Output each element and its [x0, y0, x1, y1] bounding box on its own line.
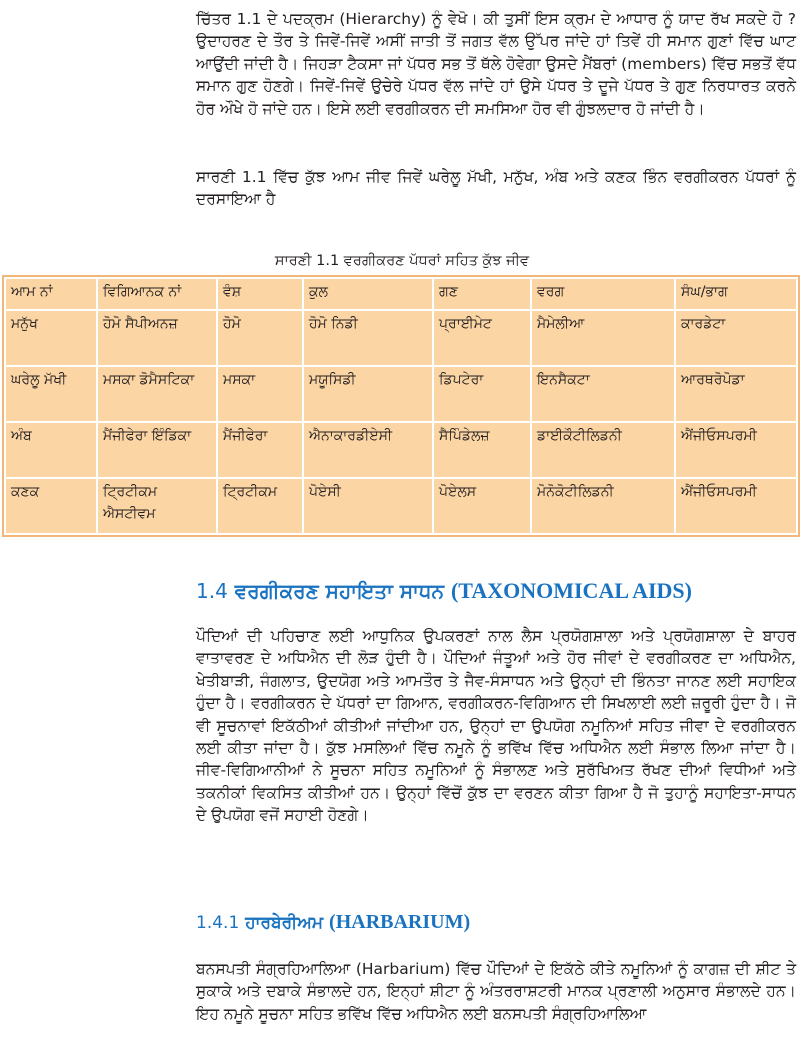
subsection-heading [196, 908, 470, 937]
section-title-english: (TAXONOMICAL AIDS) [450, 578, 692, 603]
header-family: ਕੁਲ [303, 278, 433, 310]
table-cell: ਪੋਏਲਸ [433, 478, 531, 534]
table-cell: ਹੋਮੋ [217, 310, 303, 366]
table-cell: ਆਰਥਰੋਪੋਡਾ [675, 366, 797, 422]
header-class: ਵਰਗ [531, 278, 675, 310]
table-cell: ਸੈਪਿੰਡੇਲਜ਼ [433, 422, 531, 478]
table-cell: ਮਸਕਾ [217, 366, 303, 422]
table-cell: ਅੰਬ [5, 422, 97, 478]
section-title-punjabi: ਵਰਗੀਕਰਣ ਸਹਾਇਤਾ ਸਾਧਨ [234, 579, 444, 603]
table-cell: ਟ੍ਰਿਟੀਕਮ [217, 478, 303, 534]
table-header-row [5, 278, 797, 310]
taxonomical-aids-paragraph: ਪੌਦਿਆਂ ਦੀ ਪਹਿਚਾਣ ਲਈ ਆਧੁਨਿਕ ਉਪਕਰਣਾਂ ਨਾਲ ਲੈਸ ਪ੍ਰਯੋਗਸ਼ਾਲਾ ਅਤੇ ਪ੍ਰਯੋਗਸ਼ਾਲਾ ਦੇ ਬਾਹਰ ਵਾਤਾਵਰਣ ਦੇ ਅਧਿਐਨ ਦੀ ਲੋੜ ਹੁੰਦੀ ਹੈ। ਪੌਦਿਆਂ ਜੰਤੂਆਂ ਅਤੇ ਹੋਰ ਜੀਵਾਂ ਦੇ ਵਰਗੀਕਰਣ ਦਾ ਅਧਿਐਨ, ਖੇਤੀਬਾੜੀ, ਜੰਗਲਾਤ, ਉਦਯੋਗ ਅਤੇ ਆਮਤੌਰ ਤੇ ਜੈਵ-ਸੰਸਾਧਨ ਅਤੇ ਉਨ੍ਹਾਂ ਦੀ ਭਿੰਨਤਾ ਜਾਨਣ ਲਈ ਸਹਾਇਕ ਹੁੰਦਾ ਹੈ। ਵਰਗੀਕਰਨ ਦੇ ਪੱਧਰਾਂ ਦਾ ਗਿਆਨ, ਵਰਗੀਕਰਨ-ਵਿਗਿਆਨ ਦੀ ਸਿਖਲਾਈ ਲਈ ਜ਼ਰੂਰੀ ਹੁੰਦਾ ਹੈ। ਜੋ ਵੀ ਸੂਚਨਾਵਾਂ ਇਕੱਠੀਆਂ ਕੀਤੀਆਂ ਜਾਂਦੀਆ ਹਨ, ਉਨ੍ਹਾਂ ਦਾ ਉਪਯੋਗ ਨਮੂਨਿਆਂ ਸਹਿਤ ਜੀਵਾ ਦੇ ਵਰਗੀਕਰਨ ਲਈ ਕੀਤਾ ਜਾਂਦਾ ਹੈ। ਕੁੱਝ ਮਸਲਿਆਂ ਵਿੱਚ ਨਮੂਨੇ ਨੂੰ ਭਵਿੱਖ ਵਿੱਚ ਅਧਿਐਨ ਲਈ ਸੰਭਾਲ ਲਿਆ ਜਾਂਦਾ ਹੈ। ਜੀਵ-ਵਿਗਿਆਨੀਆਂ ਨੇ ਸੂਚਨਾ ਸਹਿਤ ਨਮੂਨਿਆਂ ਨੂੰ ਸੰਭਾਲਣ ਅਤੇ ਸੁਰੱਖਿਅਤ ਰੱਖਣ ਦੀਆਂ ਵਿਧੀਆਂ ਅਤੇ ਤਕਨੀਕਾਂ ਵਿਕਸਿਤ ਕੀਤੀਆਂ ਹਨ। ਉਨ੍ਹਾਂ ਵਿੱਚੋਂ ਕੁੱਝ ਦਾ ਵਰਣਨ ਕੀਤਾ ਗਿਆ ਹੈ ਜੋ ਤੁਹਾਨੂੰ ਸਹਾਇਤਾ-ਸਾਧਨ ਦੇ ਉਪਯੋਗ ਵਜੋਂ ਸਹਾਈ ਹੋਣਗੇ। [196, 627, 796, 825]
header-phylum: ਸੰਘ/ਭਾਗ [675, 278, 797, 310]
table-cell: ਐਂਜੀਓਸਪਰਮੀ [675, 478, 797, 534]
header-scientific-name: ਵਿਗਿਆਨਕ ਨਾਂ [97, 278, 217, 310]
classification-table [4, 277, 798, 535]
table-cell: ਹੋਮੋ ਨਿਡੀ [303, 310, 433, 366]
table-cell: ਐਂਜੀਓਸਪਰਮੀ [675, 422, 797, 478]
intro-paragraph: ਚਿੱਤਰ 1.1 ਦੇ ਪਦਕ੍ਰਮ (Hierarchy) ਨੂੰ ਵੇਖੋ। ਕੀ ਤੁਸੀਂ ਇਸ ਕ੍ਰਮ ਦੇ ਆਧਾਰ ਨੂੰ ਯਾਦ ਰੱਖ ਸਕਦੇ ਹੋ ? ਉਦਾਹਰਣ ਦੇ ਤੌਰ ਤੇ ਜਿਵੇਂ-ਜਿਵੇਂ ਅਸੀਂ ਜਾਤੀ ਤੋਂ ਜਗਤ ਵੱਲ ਉੱਪਰ ਜਾਂਦੇ ਹਾਂ ਤਿਵੇਂ ਹੀ ਸਮਾਨ ਗੁਣਾਂ ਵਿੱਚ ਘਾਟ ਆਉਂਦੀ ਜਾਂਦੀ ਹੈ। ਜਿਹੜਾ ਟੈਕਸਾ ਜਾਂ ਪੱਧਰ ਸਭ ਤੋਂ ਥੱਲੇ ਹੋਵੇਗਾ ਉਸਦੇ ਮੈਂਬਰਾਂ (members) ਵਿੱਚ ਸਭਤੋਂ ਵੱਧ ਸਮਾਨ ਗੁਣ ਹੋਣਗੇ। ਜਿਵੇਂ-ਜਿਵੇਂ ਉਚੇਰੇ ਪੱਧਰ ਵੱਲ ਜਾਂਦੇ ਹਾਂ ਉਸੇ ਪੱਧਰ ਤੇ ਦੂਜੇ ਪੱਧਰ ਤੇ ਗੁਣ ਨਿਰਧਾਰਤ ਕਰਨੇ ਹੋਰ ਔਖੇ ਹੋ ਜਾਂਦੇ ਹਨ। ਇਸੇ ਲਈ ਵਰਗੀਕਰਨ ਦੀ ਸਮਸਿਆ ਹੋਰ ਵੀ ਗੁੰਝਲਦਾਰ ਹੋ ਜਾਂਦੀ ਹੈ। [196, 10, 796, 118]
table-row [5, 422, 797, 478]
herbarium-paragraph: ਬਨਸਪਤੀ ਸੰਗ੍ਰਹਿਆਲਿਆ (Harbarium) ਵਿੱਚ ਪੌਦਿਆਂ ਦੇ ਇਕੱਠੇ ਕੀਤੇ ਨਮੂਨਿਆਂ ਨੂੰ ਕਾਗਜ਼ ਦੀ ਸ਼ੀਟ ਤੇ ਸੁਕਾਕੇ ਅਤੇ ਦਬਾਕੇ ਸੰਭਾਲਦੇ ਹਨ, ਇਨ੍ਹਾਂ ਸ਼ੀਟਾ ਨੂੰ ਅੰਤਰਰਾਸ਼ਟਰੀ ਮਾਨਕ ਪ੍ਰਣਾਲੀ ਅਨੁਸਾਰ ਸੰਭਾਲਦੇ ਹਨ। ਇਹ ਨਮੂਨੇ ਸੂਚਨਾ ਸਹਿਤ ਭਵਿੱਖ ਵਿੱਚ ਅਧਿਐਨ ਲਈ ਬਨਸਪਤੀ ਸੰਗ੍ਰਹਿਆਲਿਆ [196, 960, 796, 1023]
table-cell: ਮੈਂਜੀਫੇਰਾ [217, 422, 303, 478]
section-number: 1.4 [196, 579, 228, 603]
header-genus: ਵੰਸ਼ [217, 278, 303, 310]
table-cell: ਟ੍ਰਿਟੀਕਮ ਐਸਟੀਵਮ [97, 478, 217, 534]
table-intro-paragraph: ਸਾਰਣੀ 1.1 ਵਿੱਚ ਕੁੱਝ ਆਮ ਜੀਵ ਜਿਵੇਂ ਘਰੇਲੂ ਮੱਖੀ, ਮਨੁੱਖ, ਅੰਬ ਅਤੇ ਕਣਕ ਭਿੰਨ ਵਰਗੀਕਰਨ ਪੱਧਰਾਂ ਨੂੰ ਦਰਸਾਇਆ ਹੈ [196, 168, 796, 209]
table-row [5, 310, 797, 366]
subsection-title-english: (HARBARIUM) [329, 911, 471, 933]
table-cell: ਡਾਈਕੌਟੀਲਿਡਨੀ [531, 422, 675, 478]
header-order: ਗਣ [433, 278, 531, 310]
table-row [5, 478, 797, 534]
table-cell: ਕਣਕ [5, 478, 97, 534]
table-cell: ਮਨੁੱਖ [5, 310, 97, 366]
subsection-title-punjabi: ਹਾਰਬੇਰੀਅਮ [245, 913, 324, 933]
table-cell: ਡਿਪਟੇਰਾ [433, 366, 531, 422]
header-common-name: ਆਮ ਨਾਂ [5, 278, 97, 310]
table-cell: ਮੈਮੇਲੀਆ [531, 310, 675, 366]
table-cell: ਘਰੇਲੂ ਮੱਖੀ [5, 366, 97, 422]
table-caption: ਸਾਰਣੀ 1.1 ਵਰਗੀਕਰਣ ਪੱਧਰਾਂ ਸਹਿਤ ਕੁੱਝ ਜੀਵ [274, 253, 530, 269]
table-cell: ਪ੍ਰਾਈਮੇਟ [433, 310, 531, 366]
table-cell: ਮੈਂਜੀਫੇਰਾ ਇੰਡਿਕਾ [97, 422, 217, 478]
table-cell: ਮਯੂਸਿਡੀ [303, 366, 433, 422]
table-cell: ਕਾਰਡੇਟਾ [675, 310, 797, 366]
table-cell: ਐਨਾਕਾਰਡੀਏਸੀ [303, 422, 433, 478]
table-row [5, 366, 797, 422]
table-cell: ਮਸਕਾ ਡੋਮੈਸਟਿਕਾ [97, 366, 217, 422]
table-cell: ਹੋਮੋ ਸੈਪੀਅਨਜ਼ [97, 310, 217, 366]
table-cell: ਮੋਨੋਕੋਟੀਲਿਡਨੀ [531, 478, 675, 534]
subsection-number: 1.4.1 [196, 913, 240, 933]
table-cell: ਪੋਏਸੀ [303, 478, 433, 534]
section-heading [196, 576, 692, 606]
table-cell: ਇਨਸੈਕਟਾ [531, 366, 675, 422]
